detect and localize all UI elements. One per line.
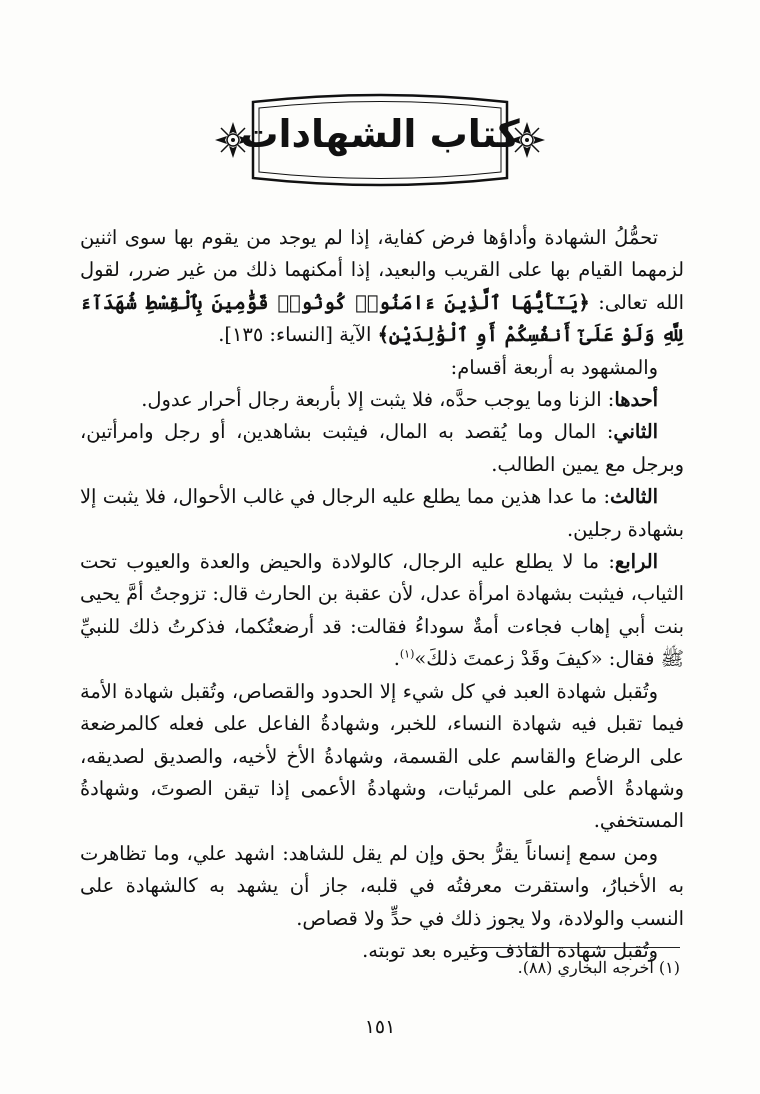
category-first	[80, 384, 684, 416]
footnote-divider	[470, 947, 680, 948]
intro-text: تحمُّلُ الشهادة وأداؤها فرض كفاية، إذا لم يوجد من يقوم بها سوى اثنين لزمهما القيام بها على القريب والبعيد، إذا أمكنهما ذلك من غير ضرر، لقول الله تعالى:	[80, 226, 685, 314]
category-text: : الزنا وما يوجب حدَّه، فلا يثبت إلا بأربعة رجال أحرار عدول.	[141, 388, 615, 412]
paragraph-intro	[80, 222, 684, 352]
paragraph-categories: والمشهود به أربعة أقسام:	[450, 355, 658, 379]
category-text: : ما لا يطلع عليه الرجال، كالولادة والحيض والعدة والعيوب تحت الثياب، فيثبت بشهادة امرأة عدل، لأن عقبة بن الحارث قال: تزوجتُ أمَّ يحيى بنت أبي إهاب فجاءت أمةٌ سوداءُ فقالت: قد أرضعتُكما، فذكرتُ ذلك للنبيِّ ﷺ فقال: «كيفَ وقَدْ زعمتَ ذلكَ»	[80, 550, 684, 671]
title-frame	[205, 90, 555, 190]
category-fourth	[80, 546, 684, 676]
footnote-marker: (١)	[399, 647, 415, 661]
category-label: الثاني	[613, 420, 658, 444]
paragraph-hearing-testimony: ومن سمع إنساناً يقرُّ بحق وإن لم يقل للشاهد: اشهد علي، وما تظاهرت به الأخبارُ، واستقرت معرفتُه في قلبه، جاز أن يشهد به كالشهادة على النسب والولادة، ولا يجوز ذلك في حدٍّ ولا قصاص.	[80, 841, 684, 930]
quran-verse: ﴿يَـٰٓأَيُّهَا ٱلَّذِينَ ءَامَنُوا۟ كُونُوا۟ قَوَّٰمِينَ بِٱلْقِسْطِ شُهَدَآءَ لِلَّهِ وَلَوْ عَلَىٰٓ أَنفُسِكُمْ أَوِ ٱلْوَٰلِدَيْنِ﴾	[80, 290, 684, 347]
category-end: .	[393, 647, 400, 671]
category-text: : المال وما يُقصد به المال، فيثبت بشاهدين، أو رجل وامرأتين، وبرجل مع يمين الطالب.	[80, 420, 684, 476]
chapter-title: كتاب الشهادات	[240, 112, 520, 156]
category-label: أحدها	[614, 388, 658, 412]
category-second	[80, 416, 684, 481]
category-third	[80, 481, 684, 546]
page-number: ١٥١	[364, 1016, 396, 1038]
paragraph-slave-testimony: وتُقبل شهادة العبد في كل شيء إلا الحدود والقصاص، وتُقبل شهادة الأمة فيما تقبل فيه شهادة النساء، للخبر، وشهادةُ الفاعل على فعله كالمرضعة على الرضاع والقاسم على القسمة، وشهادةُ الأخ لأخيه، والصديق لصديقه، وشهادةُ الأصم على المرئيات، وشهادةُ الأعمى إذا تيقن الصوتَ، وشهادةُ المستخفي.	[80, 679, 684, 833]
verse-reference: الآية [النساء: ١٣٥].	[218, 323, 378, 347]
category-label: الثالث	[609, 485, 658, 509]
category-label: الرابع	[614, 550, 658, 574]
body-text	[80, 222, 684, 967]
category-text: : ما عدا هذين مما يطلع عليه الرجال في غالب الأحوال، فلا يثبت إلا بشهادة رجلين.	[80, 485, 684, 541]
footnote: (١) أخرجه البخاري (٨٨).	[517, 958, 680, 977]
paragraph-repentance: وتُقبل شهادة القاذف وغيره بعد توبته.	[362, 938, 658, 962]
